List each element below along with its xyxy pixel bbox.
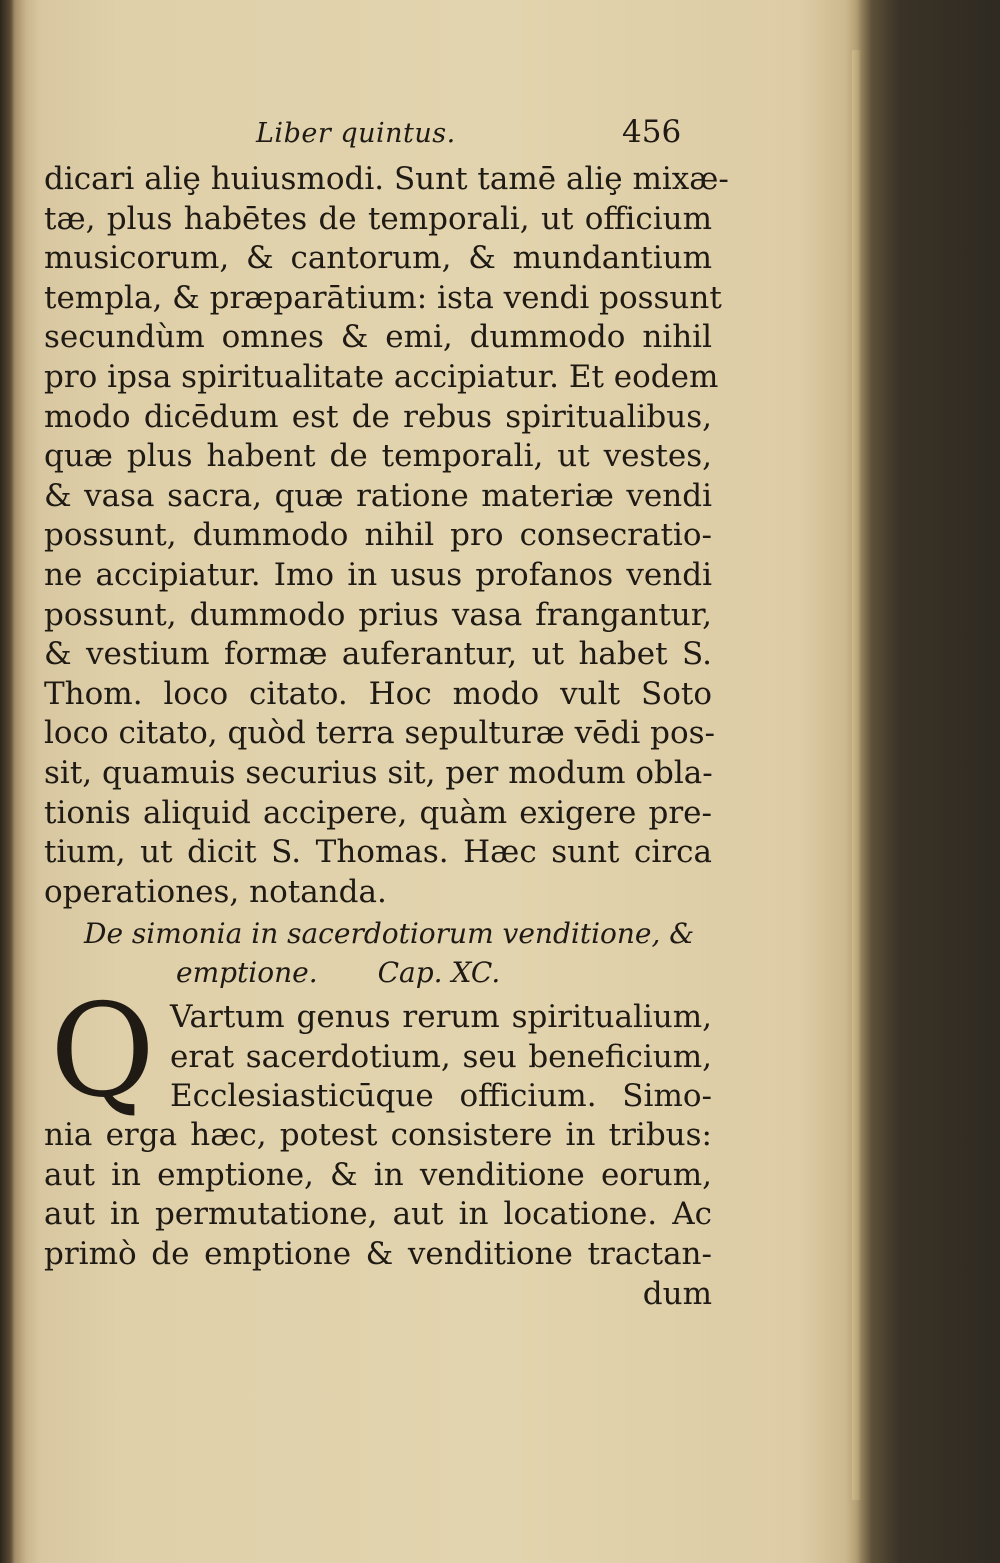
text-line: & vestium formæ auferantur, ut habet S.	[44, 636, 712, 673]
text-line: nia erga hæc, potest consistere in tribus:	[44, 1117, 712, 1154]
text-line: erat sacerdotium, seu beneficium,	[170, 1038, 712, 1075]
text-line: operationes, notanda.	[44, 873, 387, 910]
body-paragraph	[44, 160, 729, 912]
text-line: pro ipsa spiritualitate accipiatur. Et eodem	[44, 358, 719, 395]
text-line: secundùm omnes & emi, dummodo nihil	[44, 319, 712, 356]
dropcap-lines	[170, 998, 712, 1117]
text-line: aut in emptione, & in venditione eorum,	[44, 1156, 712, 1193]
text-line: possunt, dummodo prius vasa frangantur,	[44, 596, 712, 633]
text-line: loco citato, quòd terra sepulturæ vēdi pos-	[44, 715, 716, 752]
text-line: quæ plus habent de temporali, ut vestes,	[44, 438, 712, 475]
chapter-opening	[44, 977, 712, 1127]
page-edge	[852, 50, 862, 1500]
text-line: primò de emptione & venditione tractan-	[44, 1236, 712, 1273]
text-line: sit, quamuis securius sit, per modum obla-	[44, 754, 713, 791]
text-line: tionis aliquid accipere, quàm exigere pre-	[44, 794, 712, 831]
binding-shadow	[0, 0, 14, 1563]
text-line: ne accipiatur. Imo in usus profanos vendi	[44, 556, 712, 593]
text-line: Ecclesiasticūque officium. Simo-	[170, 1078, 712, 1115]
drop-cap: Q	[50, 977, 155, 1127]
catchword: dum	[642, 1275, 712, 1312]
text-line: tium, ut dicit S. Thomas. Hæc sunt circa	[44, 834, 712, 871]
page-number: 456	[622, 114, 682, 150]
running-head	[44, 112, 712, 160]
chapter-heading-word: emptione.	[176, 956, 318, 990]
chapter-number: Cap. XC.	[377, 956, 501, 990]
text-line: possunt, dummodo nihil pro consecratio-	[44, 517, 712, 554]
text-line: modo dicēdum est de rebus spiritualibus,	[44, 398, 712, 435]
text-line: templa, & præparātium: ista vendi possunt	[44, 279, 722, 316]
chapter-heading-line: De simonia in sacerdotiorum venditione, &	[84, 917, 695, 951]
text-line: Vartum genus rerum spiritualium,	[170, 999, 712, 1036]
chapter-paragraph	[44, 1116, 712, 1314]
text-line: & vasa sacra, quæ ratione materiæ vendi	[44, 477, 712, 514]
text-line: aut in permutatione, aut in locatione. Ac	[44, 1196, 712, 1233]
text-block	[44, 112, 729, 1314]
text-line: Thom. loco citato. Hoc modo vult Soto	[44, 675, 712, 712]
text-line: dicari aliȩ huiusmodi. Sunt tamē aliȩ mixæ-	[44, 161, 729, 197]
running-title: Liber quintus.	[256, 118, 456, 149]
text-line: musicorum, & cantorum, & mundantium	[44, 240, 712, 277]
text-line: tæ, plus habētes de temporali, ut officium	[44, 200, 712, 237]
